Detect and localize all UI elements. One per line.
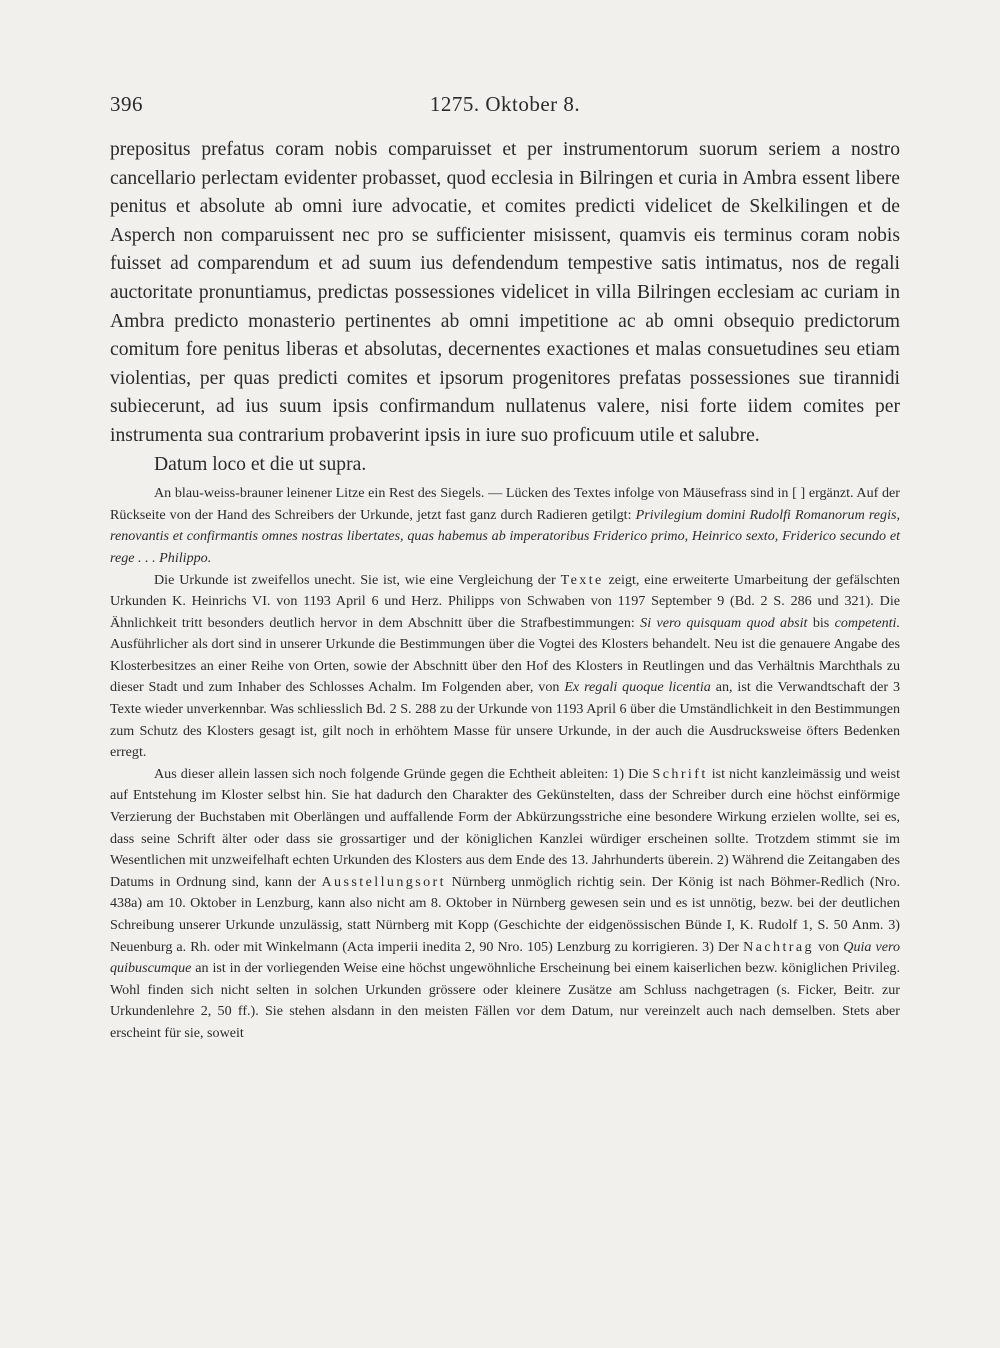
latin-quote: Ex regali quoque licentia [564,679,711,696]
charter-text: prepositus prefatus coram nobis comparuisset et per instrumentorum suorum seriem a nostro cancellario perlectam evidenter probasset, quod ecclesia in Bilringen et curia in Ambra essent libere penitus et absolute ab omni iure advocatie, et comites predicti videlicet de Skelkilingen et de Asperch non comparuissent nec pro se sufficienter misissent, quamvis eis terminus coram nobis fuisset ad comparendum et ad suum ius defendendum tempestive satis intimatus, nos de regali auctoritate pronuntiamus, predictas possessiones videlicet in villa Bilringen ecclesiam ac curiam in Ambra predicto monasterio pertinentes ab omni impetitione ac ab omni obsequio predictorum comitum fore penitus liberas et absolutas, decernentes exactiones et malas consuetudines seu etiam violentias, per quas predicti comites et ipsorum progenitores prefatas possessiones sue tirannidi subiecerunt, ad ius suum ipsis confirmandum nullatenus valere, nisi forte iidem comites per instrumenta sua contrarium probaverint ipsis in iure suo proficuum utile et salubre. [110,139,900,446]
latin-quote: competenti. [834,614,900,631]
latin-quote: Si vero quisquam quod absit [640,614,808,631]
text-run: bis [812,614,830,631]
text-run: zeigt, eine erweiterte Umarbeitung der gefälschten Urkunden K. Heinrichs VI. von 1193 April 6 und Herz. Philipps von Schwaben von 1197 September 9 (Bd. 2 S. 286 und 321). Die Ähnlichkeit tritt besonders deutlich hervor in dem Abschnitt über die Strafbestimmungen: [110,571,900,631]
seal-note [110,483,900,569]
latin-quote: Quia vero quibuscumque [110,938,901,977]
text-run: von [818,938,840,955]
text-run: Nürnberg unmöglich richtig sein. Der König ist nach Böhmer-Redlich (Nro. 438a) am 10. Oktober in Lenzburg, kann also nicht am 8. Oktober in Nürnberg gewesen sein und es ist unnötig, bezw. bei der deutlichen Schreibung unserer Urkunde unzulässig, statt Nürnberg mit Kopp (Geschichte der eidgenössischen Bünde I, K. Rudolf 1, S. 50 Anm. 3) Neuenburg a. Rh. oder mit Winkelmann (Acta imperii inedita 2, 90 Nro. 105) Lenzburg zu korrigieren. 3) Der [110,873,900,955]
seal-note-text: An blau-weiss-brauner leinener Litze ein Rest des Siegels. — Lücken des Textes infolge von Mäusefrass sind in [ ] ergänzt. Auf der Rückseite von der Hand des Schreibers der Urkunde, jetzt fast ganz durch Radieren getilgt: [110,485,900,523]
commentary-paragraph-2 [110,764,900,1045]
spaced-term: Nachtrag [743,938,814,955]
running-title: 1275. Oktober 8. [429,92,581,116]
document-page [110,92,900,1045]
endorsement-text: Privilegium domini Rudolfi Romanorum regis, renovantis et confirmantis omnes nostras libertates, quas habemus ab imperatoribus Friderico primo, Heinrico sexto, Friderico secundo et rege . . . Philippo. [110,506,901,566]
page-header [110,92,900,136]
spaced-term: Ausstellungsort [321,873,446,890]
text-run: ist nicht kanzleimässig und weist auf Entstehung im Kloster selbst hin. Sie hat dadurch den Charakter des Gekünstelten, dass der Schreiber durch eine höchst einförmige Verzierung der Buchstaben mit Oberlängen und auffallende Form der Abkürzungsstriche eine besondere Wirkung erzielen wollte, sei es, dass seine Schrift älter oder dass sie grossartiger und der königlichen Kanzlei würdiger erscheinen sollte. Trotzdem stimmt sie im Wesentlichen mit unzweifelhaft echten Urkunden des Klosters aus dem Ende des 13. Jahrhunderts überein. 2) Während die Zeitangaben des Datums in Ordnung sind, kann der [110,765,901,890]
text-run: Die Urkunde ist zweifellos unecht. Sie ist, wie eine Vergleichung der [154,571,556,588]
text-run: an, ist die Verwandtschaft der 3 Texte wieder unverkennbar. Was schliesslich Bd. 2 S. 288 zu der Urkunde von 1193 April 6 über die Umständlichkeit in den Bestimmungen zum Schutz des Klosters gesagt ist, gilt noch in erhöhtem Masse für unsere Urkunde, in der auch die Ausdrucksweise öfters Bedenken erregt. [110,679,900,761]
spaced-term: Schrift [652,765,708,782]
page-number: 396 [110,92,143,116]
text-run: Aus dieser allein lassen sich noch folgende Gründe gegen die Echtheit ableiten: 1) Die [154,765,649,782]
text-run: Ausführlicher als dort sind in unserer Urkunde die Bestimmungen über die Vogtei des Klosters behandelt. Neu ist die genauere Angabe des Klosterbesitzes an einer Reihe von Orten, sowie der Abschnitt über den Hof des Klosters in Reutlingen und das Verhältnis Marchthals zu dieser Stadt und zum Inhaber des Schlosses Achalm. Im Folgenden aber, von [110,636,900,696]
spaced-term: Texte [560,571,604,588]
datum-line: Datum loco et die ut supra. [154,453,367,475]
text-run: an ist in der vorliegenden Weise eine höchst ungewöhnliche Erscheinung bei einem kaiserlichen bezw. königlichen Privileg. Wohl finden sich nicht selten in solchen Urkunden grössere oder kleinere Zusätze am Schluss nachgetragen (s. Ficker, Beitr. zur Urkundenlehre 2, 50 ff.). Sie stehen alsdann in den meisten Fällen vor dem Datum, nur vereinzelt auch nach demselben. Stets aber erscheint für sie, soweit [110,960,900,1041]
commentary-paragraph-1 [110,570,900,764]
